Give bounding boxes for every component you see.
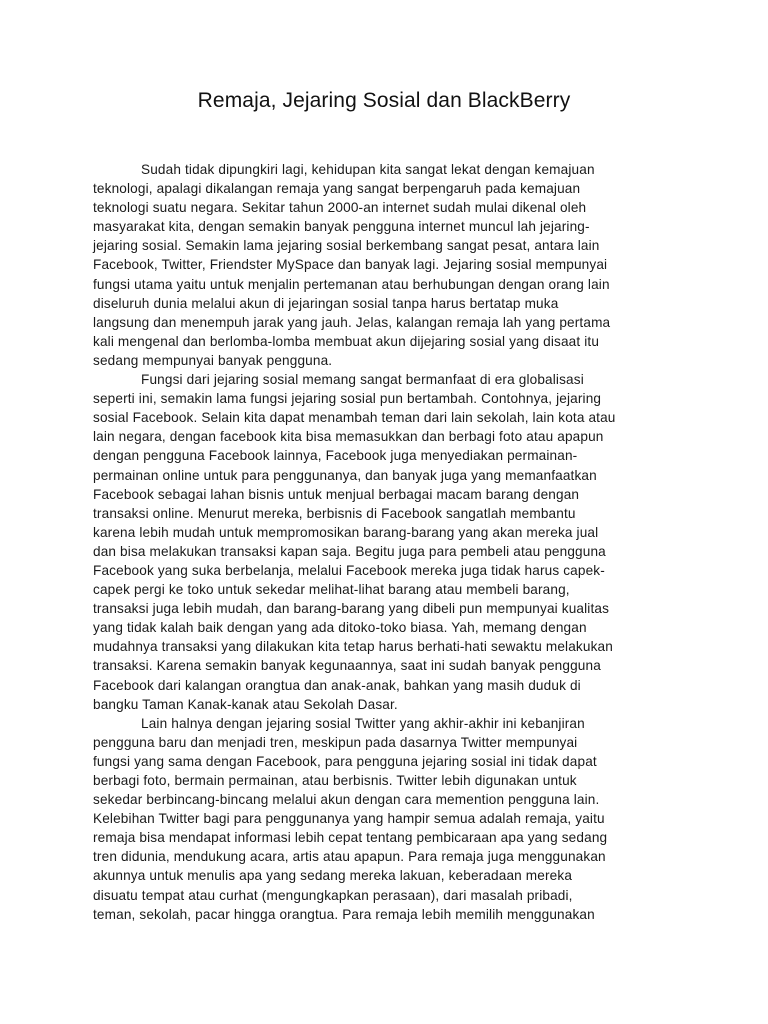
paragraph-line: langsung dan menempuh jarak yang jauh. Jelas, kalangan remaja lah yang pertama bbox=[93, 314, 611, 330]
paragraph-line: dengan pengguna Facebook lainnya, Facebook juga menyediakan permainan- bbox=[93, 448, 578, 464]
paragraph-line: capek pergi ke toko untuk sekedar melihat-lihat barang atau membeli barang, bbox=[93, 582, 570, 598]
paragraph-line: Facebook dari kalangan orangtua dan anak-anak, bahkan yang masih duduk di bbox=[93, 677, 581, 693]
document-title: Remaja, Jejaring Sosial dan BlackBerry bbox=[197, 89, 571, 112]
paragraph-line: disuatu tempat atau curhat (mengungkapkan perasaan), dari masalah pribadi, bbox=[93, 887, 573, 903]
paragraph-line: permainan online untuk para penggunanya, dan banyak juga yang memanfaatkan bbox=[93, 467, 597, 483]
paragraph-line: tren didunia, mendukung acara, artis atau apapun. Para remaja juga menggunakan bbox=[93, 849, 606, 865]
paragraph-line: kali mengenal dan berlomba-lomba membuat akun dijejaring sosial yang disaat itu bbox=[93, 333, 600, 349]
paragraph-line: masyarakat kita, dengan semakin banyak pengguna internet muncul lah jejaring- bbox=[93, 219, 590, 235]
paragraph-line: seperti ini, semakin lama fungsi jejaring sosial pun bertambah. Contohnya, jejaring bbox=[93, 391, 602, 407]
paragraph-line: akunnya untuk menulis apa yang sedang mereka lakuan, keberadaan mereka bbox=[93, 868, 573, 884]
paragraph-line: sedang mempunyai banyak pengguna. bbox=[93, 352, 333, 368]
paragraph-line: jejaring sosial. Semakin lama jejaring sosial berkembang sangat pesat, antara lain bbox=[93, 238, 600, 254]
paragraph-line: pengguna baru dan menjadi tren, meskipun pada dasarnya Twitter mempunyai bbox=[93, 734, 578, 750]
paragraph-1 bbox=[93, 160, 693, 370]
paragraph-line: Facebook, Twitter, Friendster MySpace dan banyak lagi. Jejaring sosial mempunyai bbox=[93, 257, 608, 273]
paragraph-line: sosial Facebook. Selain kita dapat menambah teman dari lain sekolah, lain kota atau bbox=[93, 410, 616, 426]
paragraph-line: Kelebihan Twitter bagi para penggunanya yang hampir semua adalah remaja, yaitu bbox=[93, 811, 605, 827]
paragraph-line: lain negara, dengan facebook kita bisa memasukkan dan berbagi foto atau apapun bbox=[93, 429, 604, 445]
paragraph-line: teknologi, apalagi dikalangan remaja yang sangat berpengaruh pada kemajuan bbox=[93, 181, 581, 197]
paragraph-line: teman, sekolah, pacar hingga orangtua. Para remaja lebih memilih menggunakan bbox=[93, 906, 595, 922]
paragraph-line: karena lebih mudah untuk mempromosikan barang-barang yang akan mereka jual bbox=[93, 524, 599, 540]
paragraph-line: remaja bisa mendapat informasi lebih cepat tentang pembicaraan apa yang sedang bbox=[93, 830, 608, 846]
document-body bbox=[93, 160, 693, 924]
paragraph-line: sekedar berbincang-bincang melalui akun dengan cara memention pengguna lain. bbox=[93, 792, 600, 808]
paragraph-line: Sudah tidak dipungkiri lagi, kehidupan kita sangat lekat dengan kemajuan bbox=[141, 162, 595, 177]
paragraph-line: Fungsi dari jejaring sosial memang sangat bermanfaat di era globalisasi bbox=[141, 372, 584, 388]
paragraph-line: transaksi online. Menurut mereka, berbisnis di Facebook sangatlah membantu bbox=[93, 505, 576, 521]
paragraph-line: fungsi utama yaitu untuk menjalin pertemanan atau berhubungan dengan orang lain bbox=[93, 276, 610, 292]
paragraph-line: Lain halnya dengan jejaring sosial Twitter yang akhir-akhir ini kebanjiran bbox=[141, 715, 585, 731]
paragraph-2 bbox=[93, 370, 693, 714]
paragraph-line: yang tidak kalah baik dengan yang ada ditoko-toko biasa. Yah, memang dengan bbox=[93, 620, 587, 636]
paragraph-line: transaksi. Karena semakin banyak kegunaannya, saat ini sudah banyak pengguna bbox=[93, 658, 601, 674]
paragraph-line: berbagi foto, bermain permainan, atau berbisnis. Twitter lebih digunakan untuk bbox=[93, 773, 577, 788]
paragraph-line: teknologi suatu negara. Sekitar tahun 2000-an internet sudah mulai dikenal oleh bbox=[93, 200, 587, 216]
paragraph-line: diseluruh dunia melalui akun di jejaringan sosial tanpa harus bertatap muka bbox=[93, 295, 559, 311]
paragraph-line: fungsi yang sama dengan Facebook, para pengguna jejaring sosial ini tidak dapat bbox=[93, 753, 597, 769]
paragraph-line: Facebook yang suka berbelanja, melalui Facebook mereka juga tidak harus capek- bbox=[93, 562, 605, 578]
paragraph-line: dan bisa melakukan transaksi kapan saja. Begitu juga para pembeli atau pengguna bbox=[93, 543, 606, 559]
paragraph-line: transaksi juga lebih mudah, dan barang-barang yang dibeli pun mempunyai kualitas bbox=[93, 601, 610, 617]
paragraph-line: mudahnya transaksi yang dilakukan kita tetap harus berhati-hati sewaktu melakukan bbox=[93, 639, 613, 655]
paragraph-3 bbox=[93, 714, 693, 924]
paragraph-line: bangku Taman Kanak-kanak atau Sekolah Dasar. bbox=[93, 696, 398, 712]
paragraph-line: Facebook sebagai lahan bisnis untuk menjual berbagai macam barang dengan bbox=[93, 486, 580, 502]
